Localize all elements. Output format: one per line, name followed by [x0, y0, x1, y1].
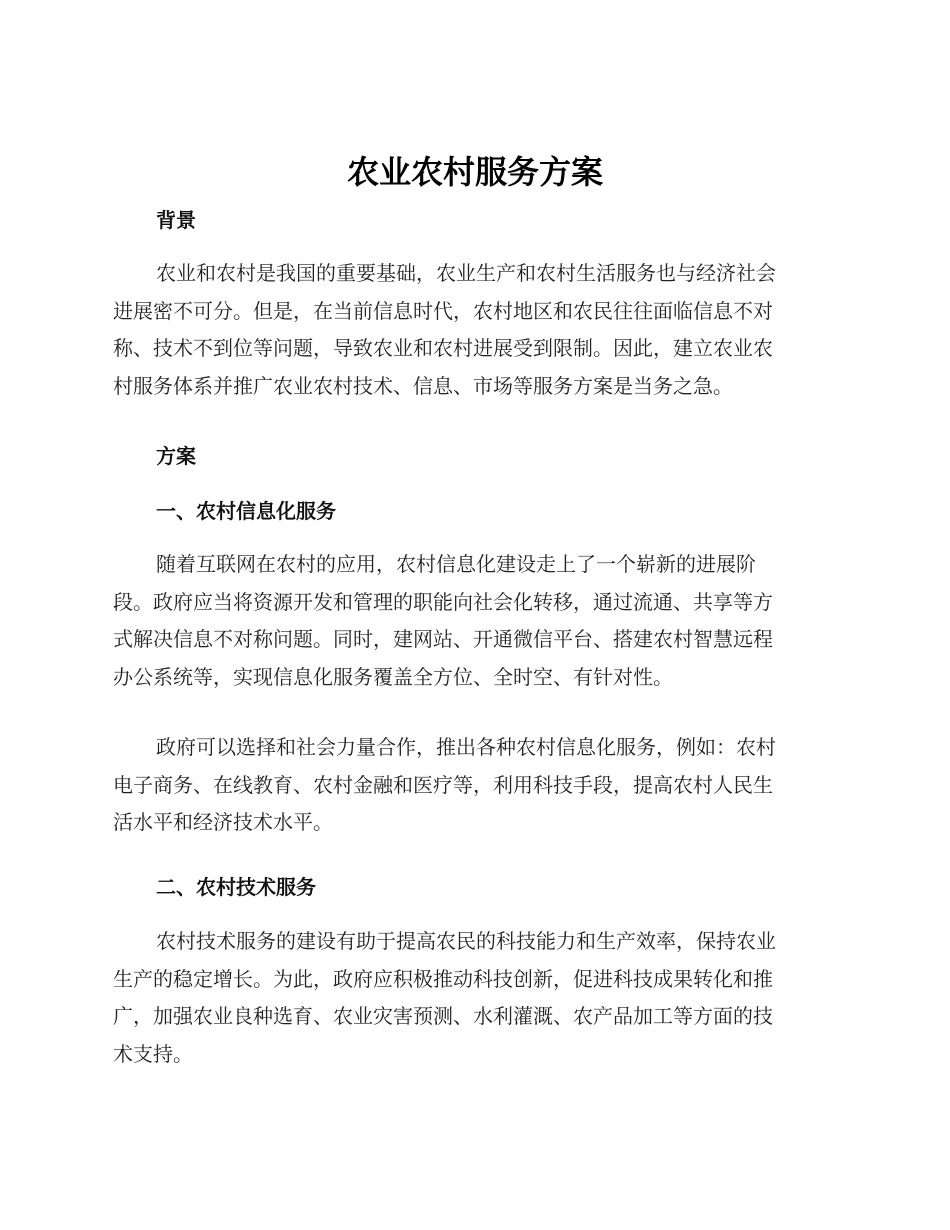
paragraph-line: 广，加强农业良种选育、农业灾害预测、水利灌溉、农产品加工等方面的技 — [113, 1004, 773, 1028]
section-heading-plan: 方案 — [156, 444, 196, 468]
paragraph-line: 进展密不可分。但是，在当前信息时代，农村地区和农民往往面临信息不对 — [113, 298, 773, 323]
paragraph-line: 称、技术不到位等问题，导致农业和农村进展受到限制。因此，建立农业农 — [113, 336, 773, 360]
info-service-paragraph-2 — [113, 729, 843, 842]
section-heading-tech-service: 二、农村技术服务 — [156, 875, 316, 899]
paragraph-line: 段。政府应当将资源开发和管理的职能向社会化转移，通过流通、共享等方 — [113, 589, 773, 614]
paragraph-line: 农村技术服务的建设有助于提高农民的科技能力和生产效率，保持农业 — [156, 929, 776, 953]
paragraph-line: 政府可以选择和社会力量合作，推出各种农村信息化服务，例如：农村 — [156, 735, 776, 759]
section-heading-background: 背景 — [156, 208, 196, 232]
paragraph-line: 村服务体系并推广农业农村技术、信息、市场等服务方案是当务之急。 — [113, 373, 733, 398]
paragraph-line: 电子商务、在线教育、农村金融和医疗等，利用科技手段，提高农村人民生 — [113, 772, 773, 797]
paragraph-line: 活水平和经济技术水平。 — [113, 810, 333, 834]
paragraph-line: 生产的稳定增长。为此，政府应积极推动科技创新，促进科技成果转化和推 — [113, 966, 773, 991]
paragraph-line: 术支持。 — [113, 1041, 193, 1066]
paragraph-line: 式解决信息不对称问题。同时，建网站、开通微信平台、搭建农村智慧远程 — [113, 627, 773, 651]
info-service-paragraph-1 — [113, 546, 843, 696]
section-heading-info-service: 一、农村信息化服务 — [156, 499, 336, 523]
paragraph-line: 农业和农村是我国的重要基础，农业生产和农村生活服务也与经济社会 — [156, 261, 776, 285]
paragraph-line: 办公系统等，实现信息化服务覆盖全方位、全时空、有针对性。 — [113, 664, 673, 689]
background-paragraph — [113, 255, 843, 405]
paragraph-line: 随着互联网在农村的应用，农村信息化建设走上了一个崭新的进展阶 — [156, 552, 756, 576]
document-title: 农业农村服务方案 — [346, 153, 603, 191]
tech-service-paragraph — [113, 923, 843, 1073]
